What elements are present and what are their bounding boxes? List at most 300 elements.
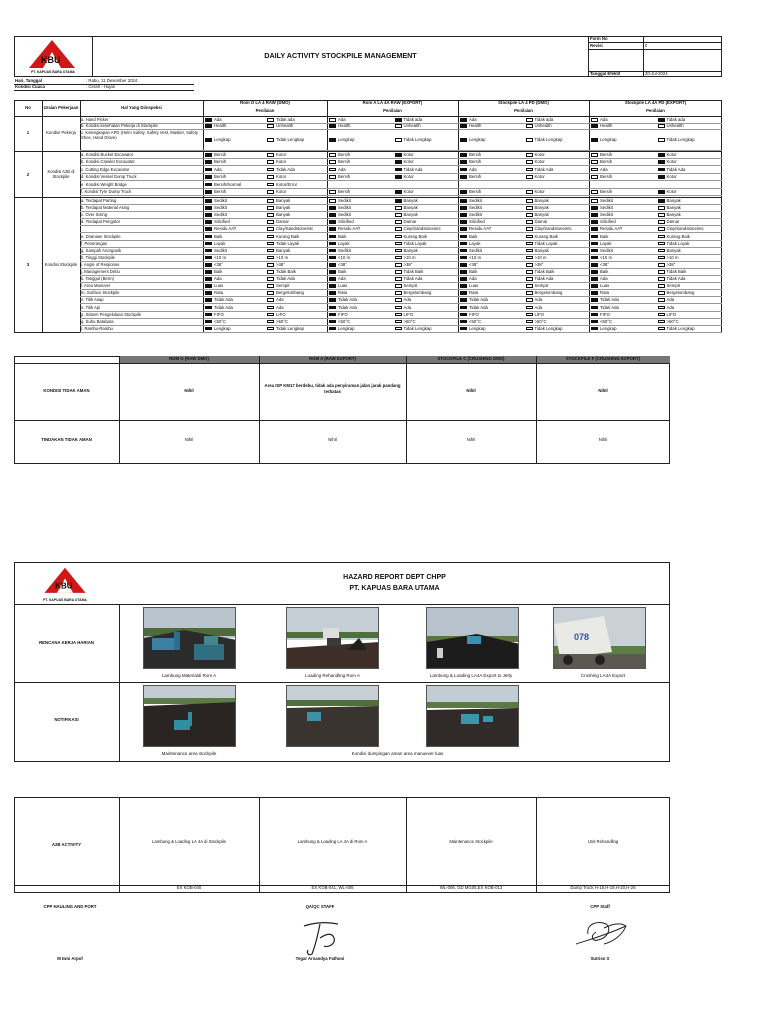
checkbox-checked-icon[interactable]: [329, 313, 336, 317]
checkbox-empty-icon[interactable]: [658, 242, 665, 246]
checkbox-checked-icon[interactable]: [329, 206, 336, 210]
assessment-option[interactable]: [658, 117, 722, 122]
assessment-option[interactable]: [395, 255, 458, 260]
assessment-option[interactable]: [591, 159, 655, 164]
checkbox-empty-icon[interactable]: [658, 284, 665, 288]
checkbox-empty-icon[interactable]: [526, 270, 533, 274]
checkbox-checked-icon[interactable]: [460, 263, 467, 267]
checkbox-checked-icon[interactable]: [395, 175, 402, 179]
checkbox-empty-icon[interactable]: [526, 284, 533, 288]
assessment-option[interactable]: [460, 305, 523, 310]
assessment-option[interactable]: [267, 297, 326, 302]
assessment-option[interactable]: [395, 248, 458, 253]
checkbox-empty-icon[interactable]: [526, 227, 533, 231]
checkbox-empty-icon[interactable]: [526, 242, 533, 246]
assessment-option[interactable]: [658, 189, 722, 194]
assessment-option[interactable]: [329, 305, 392, 310]
assessment-option[interactable]: [267, 137, 326, 142]
assessment-option[interactable]: [658, 205, 722, 210]
assessment-option[interactable]: [267, 159, 326, 164]
checkbox-empty-icon[interactable]: [658, 138, 665, 142]
assessment-option[interactable]: [205, 234, 264, 239]
checkbox-checked-icon[interactable]: [460, 298, 467, 302]
photo-crushing-export[interactable]: [553, 607, 646, 669]
checkbox-empty-icon[interactable]: [526, 256, 533, 260]
assessment-option[interactable]: [526, 297, 589, 302]
checkbox-empty-icon[interactable]: [591, 199, 598, 203]
checkbox-checked-icon[interactable]: [205, 124, 212, 128]
assessment-option[interactable]: [395, 312, 458, 317]
assessment-option[interactable]: [460, 312, 523, 317]
checkbox-checked-icon[interactable]: [205, 227, 212, 231]
checkbox-empty-icon[interactable]: [329, 153, 336, 157]
checkbox-empty-icon[interactable]: [267, 313, 274, 317]
assessment-option[interactable]: [591, 123, 655, 128]
assessment-option[interactable]: [205, 212, 264, 217]
assessment-option[interactable]: [205, 248, 264, 253]
checkbox-empty-icon[interactable]: [658, 220, 665, 224]
checkbox-empty-icon[interactable]: [267, 242, 274, 246]
checkbox-empty-icon[interactable]: [267, 183, 274, 187]
checkbox-checked-icon[interactable]: [205, 118, 212, 122]
assessment-option[interactable]: [205, 189, 264, 194]
checkbox-checked-icon[interactable]: [658, 118, 665, 122]
checkbox-empty-icon[interactable]: [658, 320, 665, 324]
assessment-option[interactable]: [205, 117, 264, 122]
checkbox-empty-icon[interactable]: [267, 263, 274, 267]
assessment-option[interactable]: [460, 241, 523, 246]
assessment-option[interactable]: [329, 297, 392, 302]
checkbox-checked-icon[interactable]: [205, 270, 212, 274]
checkbox-checked-icon[interactable]: [460, 160, 467, 164]
checkbox-checked-icon[interactable]: [460, 327, 467, 331]
assessment-option[interactable]: [267, 189, 326, 194]
checkbox-checked-icon[interactable]: [205, 183, 212, 187]
checkbox-checked-icon[interactable]: [460, 235, 467, 239]
assessment-option[interactable]: [460, 174, 523, 179]
checkbox-empty-icon[interactable]: [395, 298, 402, 302]
assessment-option[interactable]: [591, 241, 655, 246]
assessment-option[interactable]: [658, 305, 722, 310]
checkbox-empty-icon[interactable]: [591, 160, 598, 164]
assessment-option[interactable]: [329, 319, 392, 324]
checkbox-checked-icon[interactable]: [205, 242, 212, 246]
photo-dumping-1[interactable]: [286, 685, 379, 747]
checkbox-checked-icon[interactable]: [205, 298, 212, 302]
assessment-option[interactable]: [591, 167, 655, 172]
checkbox-empty-icon[interactable]: [591, 168, 598, 172]
assessment-option[interactable]: [658, 137, 722, 142]
checkbox-empty-icon[interactable]: [526, 124, 533, 128]
checkbox-checked-icon[interactable]: [205, 160, 212, 164]
assessment-option[interactable]: [329, 312, 392, 317]
checkbox-empty-icon[interactable]: [395, 138, 402, 142]
checkbox-empty-icon[interactable]: [267, 277, 274, 281]
checkbox-empty-icon[interactable]: [526, 138, 533, 142]
assessment-option[interactable]: [658, 212, 722, 217]
checkbox-empty-icon[interactable]: [395, 313, 402, 317]
checkbox-empty-icon[interactable]: [395, 306, 402, 310]
assessment-option[interactable]: [526, 248, 589, 253]
checkbox-checked-icon[interactable]: [329, 138, 336, 142]
assessment-option[interactable]: [205, 283, 264, 288]
checkbox-checked-icon[interactable]: [395, 168, 402, 172]
assessment-option[interactable]: [460, 137, 523, 142]
checkbox-checked-icon[interactable]: [460, 227, 467, 231]
checkbox-empty-icon[interactable]: [395, 277, 402, 281]
checkbox-checked-icon[interactable]: [205, 138, 212, 142]
checkbox-checked-icon[interactable]: [205, 284, 212, 288]
assessment-option[interactable]: [526, 167, 589, 172]
assessment-option[interactable]: [460, 269, 523, 274]
assessment-option[interactable]: [329, 212, 392, 217]
checkbox-empty-icon[interactable]: [267, 320, 274, 324]
checkbox-checked-icon[interactable]: [205, 175, 212, 179]
assessment-option[interactable]: [658, 226, 722, 231]
assessment-option[interactable]: [329, 290, 392, 295]
assessment-option[interactable]: [460, 226, 523, 231]
checkbox-checked-icon[interactable]: [329, 263, 336, 267]
assessment-option[interactable]: [658, 123, 722, 128]
checkbox-empty-icon[interactable]: [526, 277, 533, 281]
assessment-option[interactable]: [460, 262, 523, 267]
assessment-option[interactable]: [329, 205, 392, 210]
assessment-option[interactable]: [267, 269, 326, 274]
checkbox-empty-icon[interactable]: [526, 320, 533, 324]
assessment-option[interactable]: [267, 305, 326, 310]
assessment-option[interactable]: [329, 255, 392, 260]
assessment-option[interactable]: [658, 174, 722, 179]
checkbox-empty-icon[interactable]: [267, 213, 274, 217]
checkbox-checked-icon[interactable]: [460, 124, 467, 128]
checkbox-checked-icon[interactable]: [658, 199, 665, 203]
assessment-option[interactable]: [395, 226, 458, 231]
checkbox-empty-icon[interactable]: [395, 124, 402, 128]
assessment-option[interactable]: [329, 276, 392, 281]
photo-maintenance-stockpile[interactable]: [143, 685, 236, 747]
assessment-option[interactable]: [526, 283, 589, 288]
checkbox-checked-icon[interactable]: [591, 284, 598, 288]
checkbox-empty-icon[interactable]: [526, 220, 533, 224]
checkbox-checked-icon[interactable]: [205, 306, 212, 310]
assessment-option[interactable]: [658, 248, 722, 253]
assessment-option[interactable]: [395, 159, 458, 164]
assessment-option[interactable]: [205, 219, 264, 224]
checkbox-empty-icon[interactable]: [395, 320, 402, 324]
assessment-option[interactable]: [591, 189, 655, 194]
checkbox-checked-icon[interactable]: [591, 313, 598, 317]
checkbox-checked-icon[interactable]: [329, 227, 336, 231]
assessment-option[interactable]: [591, 248, 655, 253]
assessment-option[interactable]: [460, 248, 523, 253]
assessment-option[interactable]: [395, 276, 458, 281]
assessment-option[interactable]: [395, 152, 458, 157]
checkbox-checked-icon[interactable]: [460, 168, 467, 172]
checkbox-checked-icon[interactable]: [591, 291, 598, 295]
checkbox-empty-icon[interactable]: [658, 206, 665, 210]
checkbox-checked-icon[interactable]: [591, 327, 598, 331]
checkbox-empty-icon[interactable]: [526, 313, 533, 317]
checkbox-empty-icon[interactable]: [526, 306, 533, 310]
checkbox-empty-icon[interactable]: [658, 291, 665, 295]
assessment-option[interactable]: [526, 290, 589, 295]
checkbox-checked-icon[interactable]: [205, 277, 212, 281]
checkbox-empty-icon[interactable]: [395, 206, 402, 210]
checkbox-checked-icon[interactable]: [329, 284, 336, 288]
assessment-option[interactable]: [658, 283, 722, 288]
assessment-option[interactable]: [591, 219, 655, 224]
assessment-option[interactable]: [329, 248, 392, 253]
checkbox-checked-icon[interactable]: [329, 298, 336, 302]
checkbox-empty-icon[interactable]: [526, 175, 533, 179]
checkbox-empty-icon[interactable]: [395, 249, 402, 253]
checkbox-checked-icon[interactable]: [460, 306, 467, 310]
checkbox-checked-icon[interactable]: [460, 138, 467, 142]
checkbox-empty-icon[interactable]: [395, 291, 402, 295]
assessment-option[interactable]: [395, 262, 458, 267]
assessment-option[interactable]: [658, 326, 722, 331]
checkbox-checked-icon[interactable]: [591, 235, 598, 239]
checkbox-empty-icon[interactable]: [267, 306, 274, 310]
assessment-option[interactable]: [526, 205, 589, 210]
assessment-option[interactable]: [658, 241, 722, 246]
assessment-option[interactable]: [591, 305, 655, 310]
assessment-option[interactable]: [267, 248, 326, 253]
checkbox-checked-icon[interactable]: [329, 249, 336, 253]
checkbox-empty-icon[interactable]: [267, 206, 274, 210]
assessment-option[interactable]: [591, 205, 655, 210]
checkbox-empty-icon[interactable]: [395, 256, 402, 260]
checkbox-checked-icon[interactable]: [460, 175, 467, 179]
checkbox-checked-icon[interactable]: [460, 256, 467, 260]
assessment-option[interactable]: [205, 262, 264, 267]
checkbox-empty-icon[interactable]: [395, 284, 402, 288]
assessment-option[interactable]: [526, 212, 589, 217]
assessment-option[interactable]: [658, 290, 722, 295]
checkbox-checked-icon[interactable]: [460, 277, 467, 281]
checkbox-checked-icon[interactable]: [460, 291, 467, 295]
assessment-option[interactable]: [460, 212, 523, 217]
assessment-option[interactable]: [267, 226, 326, 231]
checkbox-checked-icon[interactable]: [460, 313, 467, 317]
assessment-option[interactable]: [395, 290, 458, 295]
checkbox-checked-icon[interactable]: [205, 199, 212, 203]
checkbox-empty-icon[interactable]: [395, 270, 402, 274]
checkbox-empty-icon[interactable]: [591, 118, 598, 122]
checkbox-checked-icon[interactable]: [591, 213, 598, 217]
checkbox-empty-icon[interactable]: [267, 168, 274, 172]
checkbox-checked-icon[interactable]: [329, 320, 336, 324]
assessment-option[interactable]: [460, 117, 523, 122]
checkbox-checked-icon[interactable]: [205, 168, 212, 172]
checkbox-empty-icon[interactable]: [658, 277, 665, 281]
assessment-option[interactable]: [526, 319, 589, 324]
checkbox-empty-icon[interactable]: [658, 270, 665, 274]
checkbox-checked-icon[interactable]: [460, 249, 467, 253]
checkbox-checked-icon[interactable]: [205, 256, 212, 260]
checkbox-empty-icon[interactable]: [526, 235, 533, 239]
checkbox-empty-icon[interactable]: [526, 249, 533, 253]
assessment-option[interactable]: [591, 198, 655, 203]
assessment-option[interactable]: [395, 269, 458, 274]
assessment-option[interactable]: [460, 326, 523, 331]
checkbox-empty-icon[interactable]: [267, 284, 274, 288]
assessment-option[interactable]: [658, 159, 722, 164]
assessment-option[interactable]: [460, 297, 523, 302]
assessment-option[interactable]: [591, 276, 655, 281]
checkbox-empty-icon[interactable]: [329, 190, 336, 194]
checkbox-empty-icon[interactable]: [658, 227, 665, 231]
assessment-option[interactable]: [395, 117, 458, 122]
checkbox-checked-icon[interactable]: [205, 320, 212, 324]
assessment-option[interactable]: [395, 205, 458, 210]
checkbox-checked-icon[interactable]: [329, 220, 336, 224]
assessment-option[interactable]: [205, 152, 264, 157]
assessment-option[interactable]: [267, 205, 326, 210]
checkbox-checked-icon[interactable]: [205, 249, 212, 253]
checkbox-empty-icon[interactable]: [267, 138, 274, 142]
checkbox-checked-icon[interactable]: [658, 168, 665, 172]
checkbox-empty-icon[interactable]: [329, 175, 336, 179]
checkbox-checked-icon[interactable]: [591, 220, 598, 224]
checkbox-empty-icon[interactable]: [658, 124, 665, 128]
assessment-option[interactable]: [591, 212, 655, 217]
assessment-option[interactable]: [205, 123, 264, 128]
assessment-option[interactable]: [267, 174, 326, 179]
assessment-option[interactable]: [460, 123, 523, 128]
assessment-option[interactable]: [658, 269, 722, 274]
assessment-option[interactable]: [267, 241, 326, 246]
assessment-option[interactable]: [329, 269, 392, 274]
checkbox-empty-icon[interactable]: [267, 118, 274, 122]
assessment-option[interactable]: [395, 283, 458, 288]
assessment-option[interactable]: [329, 262, 392, 267]
assessment-option[interactable]: [395, 189, 458, 194]
assessment-option[interactable]: [329, 283, 392, 288]
checkbox-empty-icon[interactable]: [395, 242, 402, 246]
assessment-option[interactable]: [205, 241, 264, 246]
checkbox-checked-icon[interactable]: [205, 190, 212, 194]
assessment-option[interactable]: [591, 283, 655, 288]
checkbox-empty-icon[interactable]: [267, 270, 274, 274]
checkbox-empty-icon[interactable]: [267, 124, 274, 128]
assessment-option[interactable]: [526, 312, 589, 317]
checkbox-empty-icon[interactable]: [658, 235, 665, 239]
checkbox-checked-icon[interactable]: [658, 175, 665, 179]
checkbox-empty-icon[interactable]: [658, 313, 665, 317]
assessment-option[interactable]: [205, 312, 264, 317]
assessment-option[interactable]: [591, 312, 655, 317]
assessment-option[interactable]: [591, 234, 655, 239]
photo-lambung-loading-jetty[interactable]: [426, 607, 519, 669]
assessment-option[interactable]: [658, 262, 722, 267]
assessment-option[interactable]: [591, 226, 655, 231]
assessment-option[interactable]: [267, 198, 326, 203]
checkbox-checked-icon[interactable]: [329, 291, 336, 295]
assessment-option[interactable]: [526, 137, 589, 142]
assessment-option[interactable]: [460, 234, 523, 239]
checkbox-checked-icon[interactable]: [591, 270, 598, 274]
assessment-option[interactable]: [329, 167, 392, 172]
checkbox-empty-icon[interactable]: [395, 227, 402, 231]
checkbox-checked-icon[interactable]: [591, 138, 598, 142]
checkbox-empty-icon[interactable]: [267, 160, 274, 164]
assessment-option[interactable]: [205, 326, 264, 331]
assessment-option[interactable]: [591, 152, 655, 157]
assessment-option[interactable]: [329, 234, 392, 239]
assessment-option[interactable]: [267, 255, 326, 260]
assessment-option[interactable]: [205, 290, 264, 295]
assessment-option[interactable]: [205, 205, 264, 210]
assessment-option[interactable]: [205, 167, 264, 172]
assessment-option[interactable]: [267, 182, 326, 187]
assessment-option[interactable]: [526, 269, 589, 274]
assessment-option[interactable]: [658, 219, 722, 224]
assessment-option[interactable]: [658, 312, 722, 317]
checkbox-checked-icon[interactable]: [460, 320, 467, 324]
assessment-option[interactable]: [267, 152, 326, 157]
checkbox-checked-icon[interactable]: [591, 277, 598, 281]
assessment-option[interactable]: [329, 219, 392, 224]
assessment-option[interactable]: [205, 255, 264, 260]
assessment-option[interactable]: [395, 241, 458, 246]
assessment-option[interactable]: [205, 174, 264, 179]
assessment-option[interactable]: [526, 159, 589, 164]
assessment-option[interactable]: [460, 189, 523, 194]
assessment-option[interactable]: [395, 297, 458, 302]
assessment-option[interactable]: [591, 326, 655, 331]
assessment-option[interactable]: [526, 241, 589, 246]
checkbox-empty-icon[interactable]: [591, 175, 598, 179]
assessment-option[interactable]: [395, 326, 458, 331]
assessment-option[interactable]: [526, 198, 589, 203]
checkbox-checked-icon[interactable]: [460, 153, 467, 157]
checkbox-empty-icon[interactable]: [267, 249, 274, 253]
assessment-option[interactable]: [395, 319, 458, 324]
checkbox-empty-icon[interactable]: [658, 256, 665, 260]
assessment-option[interactable]: [460, 205, 523, 210]
assessment-option[interactable]: [267, 319, 326, 324]
checkbox-checked-icon[interactable]: [205, 206, 212, 210]
assessment-option[interactable]: [460, 159, 523, 164]
assessment-option[interactable]: [591, 269, 655, 274]
assessment-option[interactable]: [526, 234, 589, 239]
assessment-option[interactable]: [526, 189, 589, 194]
assessment-option[interactable]: [205, 297, 264, 302]
checkbox-checked-icon[interactable]: [591, 256, 598, 260]
assessment-option[interactable]: [267, 117, 326, 122]
checkbox-empty-icon[interactable]: [526, 327, 533, 331]
assessment-option[interactable]: [460, 198, 523, 203]
checkbox-empty-icon[interactable]: [267, 291, 274, 295]
checkbox-checked-icon[interactable]: [205, 235, 212, 239]
checkbox-checked-icon[interactable]: [205, 220, 212, 224]
checkbox-empty-icon[interactable]: [395, 327, 402, 331]
assessment-option[interactable]: [205, 305, 264, 310]
checkbox-empty-icon[interactable]: [267, 327, 274, 331]
assessment-option[interactable]: [329, 123, 392, 128]
assessment-option[interactable]: [329, 137, 392, 142]
checkbox-checked-icon[interactable]: [395, 190, 402, 194]
assessment-option[interactable]: [267, 234, 326, 239]
assessment-option[interactable]: [658, 167, 722, 172]
assessment-option[interactable]: [460, 283, 523, 288]
checkbox-empty-icon[interactable]: [395, 220, 402, 224]
assessment-option[interactable]: [460, 167, 523, 172]
checkbox-checked-icon[interactable]: [205, 327, 212, 331]
checkbox-checked-icon[interactable]: [460, 199, 467, 203]
checkbox-empty-icon[interactable]: [526, 153, 533, 157]
